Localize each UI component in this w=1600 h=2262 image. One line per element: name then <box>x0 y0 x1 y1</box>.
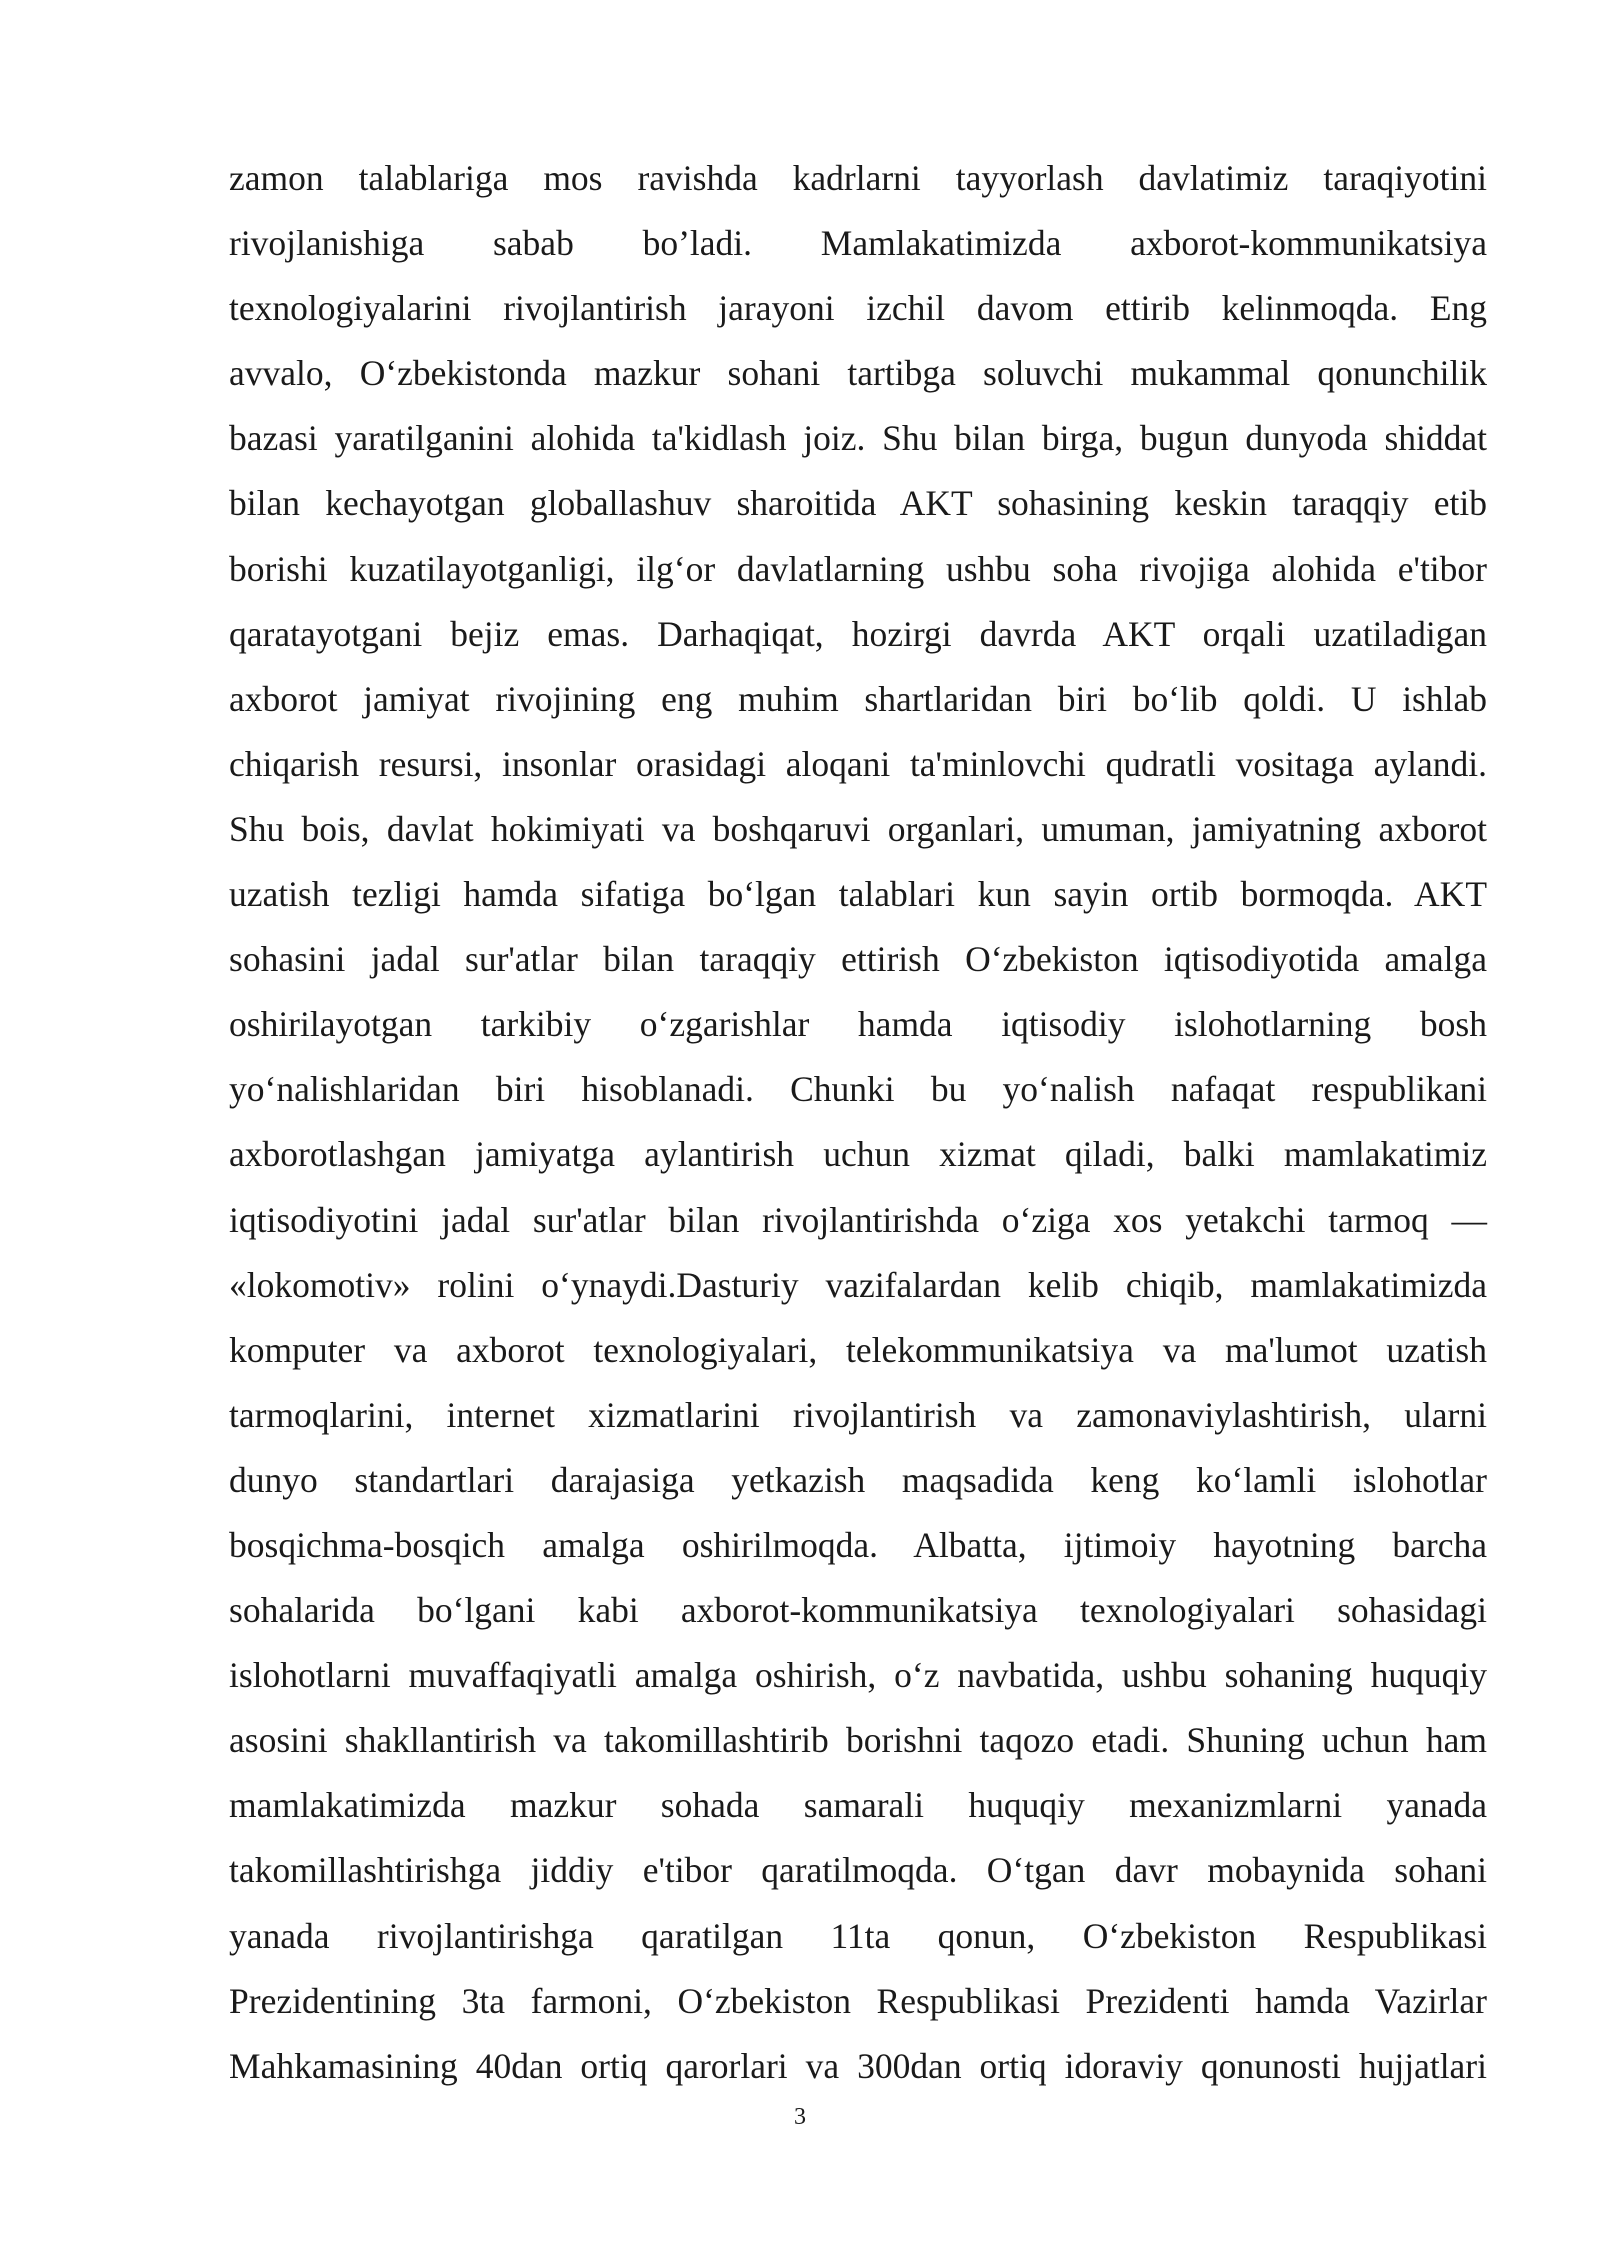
text-line: rivojlanishiga sabab bo’ladi. Mamlakatimizda axborot-kommunikatsiya <box>229 223 1487 264</box>
text-line: yo‘nalishlaridan biri hisoblanadi. Chunki bu yo‘nalish nafaqat respublikani <box>229 1069 1487 1110</box>
text-line: Prezidentining 3ta farmoni, O‘zbekiston Respublikasi Prezidenti hamda Vazirlar <box>229 1980 1487 2021</box>
text-line: bosqichma-bosqich amalga oshirilmoqda. Albatta, ijtimoiy hayotning barcha <box>229 1524 1487 1565</box>
text-line: yanada rivojlantirishga qaratilgan 11ta qonun, O‘zbekiston Respublikasi <box>229 1915 1487 1956</box>
text-line: komputer va axborot texnologiyalari, telekommunikatsiya va ma'lumot uzatish <box>229 1329 1487 1370</box>
text-line: Mahkamasining 40dan ortiq qarorlari va 300dan ortiq idoraviy qonunosti hujjatlari <box>229 2045 1487 2086</box>
body-text <box>229 148 1487 2101</box>
text-line: zamon talablariga mos ravishda kadrlarni tayyorlash davlatimiz taraqiyotini <box>229 158 1487 198</box>
text-line: tarmoqlarini, internet xizmatlarini rivojlantirish va zamonaviylashtirish, ularni <box>229 1394 1487 1435</box>
text-line: sohalarida bo‘lgani kabi axborot-kommunikatsiya texnologiyalari sohasidagi <box>229 1590 1487 1631</box>
text-line: bazasi yaratilganini alohida ta'kidlash joiz. Shu bilan birga, bugun dunyoda shiddat <box>229 418 1487 459</box>
text-line: sohasini jadal sur'atlar bilan taraqqiy ettirish O‘zbekiston iqtisodiyotida amalga <box>229 939 1487 980</box>
text-line: islohotlarni muvaffaqiyatli amalga oshirish, o‘z navbatida, ushbu sohaning huquqiy <box>229 1655 1487 1696</box>
text-line: oshirilayotgan tarkibiy o‘zgarishlar hamda iqtisodiy islohotlarning bosh <box>229 1004 1487 1045</box>
text-line: dunyo standartlari darajasiga yetkazish maqsadida keng ko‘lamli islohotlar <box>229 1459 1487 1500</box>
text-line: qaratayotgani bejiz emas. Darhaqiqat, hozirgi davrda AKT orqali uzatiladigan <box>229 613 1487 654</box>
text-line: chiqarish resursi, insonlar orasidagi aloqani ta'minlovchi qudratli vositaga aylandi. <box>229 743 1487 784</box>
text-line: axborot jamiyat rivojining eng muhim shartlaridan biri bo‘lib qoldi. U ishlab <box>229 678 1487 719</box>
text-line: axborotlashgan jamiyatga aylantirish uchun xizmat qiladi, balki mamlakatimiz <box>229 1134 1487 1175</box>
text-line: bilan kechayotgan globallashuv sharoitida AKT sohasining keskin taraqqiy etib <box>229 483 1487 524</box>
text-line: takomillashtirishga jiddiy e'tibor qaratilmoqda. O‘tgan davr mobaynida sohani <box>229 1850 1487 1891</box>
text-line: «lokomotiv» rolini o‘ynaydi.Dasturiy vazifalardan kelib chiqib, mamlakatimizda <box>229 1264 1487 1305</box>
text-line: avvalo, O‘zbekistonda mazkur sohani tartibga soluvchi mukammal qonunchilik <box>229 353 1487 394</box>
page-number: 3 <box>794 2104 806 2130</box>
text-line: uzatish tezligi hamda sifatiga bo‘lgan talablari kun sayin ortib bormoqda. AKT <box>229 874 1487 915</box>
text-line: asosini shakllantirish va takomillashtirib borishni taqozo etadi. Shuning uchun ham <box>229 1720 1487 1761</box>
text-line: iqtisodiyotini jadal sur'atlar bilan rivojlantirishda o‘ziga xos yetakchi tarmoq — <box>229 1199 1487 1240</box>
text-line: Shu bois, davlat hokimiyati va boshqaruvi organlari, umuman, jamiyatning axborot <box>229 808 1487 849</box>
text-line: borishi kuzatilayotganligi, ilg‘or davlatlarning ushbu soha rivojiga alohida e'tibor <box>229 548 1487 589</box>
text-line: mamlakatimizda mazkur sohada samarali huquqiy mexanizmlarni yanada <box>229 1785 1487 1826</box>
text-line: texnologiyalarini rivojlantirish jarayoni izchil davom ettirib kelinmoqda. Eng <box>229 288 1487 329</box>
